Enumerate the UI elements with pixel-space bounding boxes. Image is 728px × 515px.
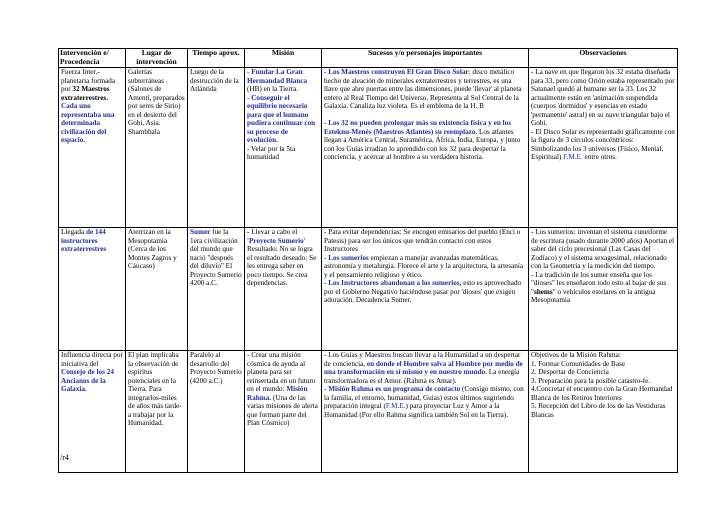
text-highlight: F.M.E. bbox=[385, 402, 406, 411]
cell-observations bbox=[529, 351, 678, 473]
text: - La tradición de los sumer enseña que los "dioses" les enseñaron todo esto al bajar de sus " bbox=[531, 270, 667, 296]
cell-mission bbox=[245, 351, 322, 473]
text-highlight: - Los Instructores abandonan a los sumerios, bbox=[324, 279, 462, 288]
objective-line: Objetivos de la Misión Rahma: bbox=[531, 351, 621, 359]
table-row bbox=[59, 351, 678, 473]
text-highlight: Consejo de los 24 Ancianos de la Galaxia. bbox=[61, 368, 114, 394]
objective-line: 4.Concretar el encuentro con la Gran Hermandad Blanca de los Retiros Interiores bbox=[531, 385, 673, 402]
text: Los atlantes llegan a América Central, Suramérica, África, India, Europa, y junto con los Guías irradian lo aprendido con los 32 para despertar la conciencia, y acercar al hombre a su verdadera historia. bbox=[324, 127, 521, 162]
text-highlight: - Misión Rahma es un programa de contacto bbox=[324, 385, 461, 394]
text-highlight: - Conseguir el equilibrio necesario para que el humano pudiera continuar con su proceso de evolución. bbox=[247, 93, 316, 145]
text-bold: shems bbox=[533, 287, 553, 296]
cell-mission bbox=[245, 68, 322, 228]
text: fue la 1era civilización del mundo que nació "después del diluvio" El Proyecto Sumerio 4200 a.C. bbox=[190, 228, 242, 288]
text-highlight: F.M.E. bbox=[563, 153, 583, 162]
text: - Los sumerios: inventan el sistema cuneiforme de escritura (usado durante 2000 años) Aportan el saber del ciclo precesional (Las Casas del Zodíaco) y el sistema sexagesimal, relacionado con la Geometría y la medición del tiempo. bbox=[531, 228, 675, 271]
text: - Los Guías y Maestros buscan llevar a la Humanidad a un despertar de conciencia, bbox=[324, 351, 521, 368]
cell-events bbox=[322, 228, 529, 351]
cell-observations bbox=[529, 68, 678, 228]
cell-events bbox=[322, 68, 529, 228]
cell-place: Aterrizan en la Mesopotamia (Cerca de los Montes Zagros y Cáucaso) bbox=[126, 228, 188, 351]
text: - bbox=[324, 68, 329, 76]
text: La energía transformadora es el Amor. (Rahma es Amar). bbox=[324, 368, 520, 385]
text: - El Disco Solar es representado gráficamente con la figura de 3 círculos concéntricos: Simbolizando los 3 universos (Físico, Mental, Espiritual) bbox=[531, 127, 675, 162]
cell-place: El plan implicaba la observación de espíritus potenciales en la Tierra. Para integrarlos-miles de años más tarde- a trabajar por la Humanidad. bbox=[126, 351, 188, 473]
cell-intervention bbox=[59, 228, 126, 351]
cell-events bbox=[322, 351, 529, 473]
cell-time: Luego de la destrucción de la Atlántida bbox=[188, 68, 245, 228]
text-highlight: - Los sumerios bbox=[324, 253, 369, 262]
timeline-table bbox=[58, 48, 678, 473]
header-observations: Observaciones bbox=[529, 49, 678, 68]
table-row bbox=[59, 68, 678, 228]
text: (HB) en la Tierra. bbox=[247, 85, 299, 94]
text: empiezan a manejar avanzadas matemáticas, astronomía y metalurgia. Florece el arte y la arquitectura, la artesanía y el pensamiento religioso y ético. bbox=[324, 253, 524, 279]
text-highlight: de 144 instructores extraterrestres bbox=[61, 228, 107, 254]
text: - La nave en que llegaron los 32 estaba diseñada para 33, pero como Orión estaba representado por Satanael quedó al humano ser la 33. Los 32 actualmente están en 'animación suspendida (cuerpos 'dormidos' y esencias en estado 'permanente' astral) en su nave triangular bajo el Gobi. bbox=[531, 68, 675, 128]
header-mission: Misión bbox=[245, 49, 322, 68]
text: - Crear una misión cósmica de ayuda al planeta para ser reinsertada en un futuro en el mundo: bbox=[247, 351, 316, 394]
text: Fuerza Inter.-planetaria formada por bbox=[61, 68, 116, 94]
text: Influencia directa por iniciativa del bbox=[61, 351, 123, 368]
cell-intervention bbox=[59, 68, 126, 228]
header-row bbox=[59, 49, 678, 68]
text: : disco metálico hecho de aleación de minerales extraterrestres y terrestres, es una llave que abre puertas entre las dimensiones, puede 'llevar' al planeta entero al Real Tiempo del Universo. Representa al Sol Central de la Galaxia. Canaliza luz violeta. Es el emblema de la H. B bbox=[324, 68, 522, 111]
cell-place: Galerías subterráneas (Salones de Amenti, preparados por seres de Sirio) en el desierto del Gobi, Asia. Shambhala bbox=[126, 68, 188, 228]
objective-line: 5. Recepción del Libro de los de las Vestiduras Blancas bbox=[531, 402, 666, 419]
cell-observations bbox=[529, 228, 678, 351]
text-highlight: Misión Rahma. bbox=[247, 385, 308, 402]
cell-time: Paralelo al desarrollo del Proyecto Sumerio (4200 a.C.) bbox=[188, 351, 245, 473]
header-events: Sucesos y/o personajes importantes bbox=[322, 49, 529, 68]
page-number: /r4 bbox=[60, 453, 69, 462]
cell-time bbox=[188, 228, 245, 351]
text: - Para evitar dependencias: Se encogen emisarios del pueblo (Enci o Patesis) para ser los únicos que tendrán contacto con estos Instructores bbox=[324, 228, 521, 254]
text: Resultado: No se logra el resultado deseado: Se les entrega saber en poco tiempo. Se crea dependencias. bbox=[247, 245, 317, 288]
objective-line: 2. Despertar de Conciencia bbox=[531, 368, 609, 377]
cell-mission bbox=[245, 228, 322, 351]
objective-line: 1. Formar Comunidades de Base bbox=[531, 359, 626, 368]
objective-line: 3. Preparación para la posible catastro-fe. bbox=[531, 376, 651, 385]
text: Llegada bbox=[61, 228, 86, 236]
text-highlight: - Fundar La Gran Hermandad Blanca bbox=[247, 68, 308, 85]
text-bold: 32 Maestros extraterrestres. bbox=[61, 85, 110, 102]
text-highlight: Sumer bbox=[190, 228, 211, 236]
text: - Llevar a cabo el bbox=[247, 228, 298, 236]
text-highlight: Los Maestros construyen El Gran Disco Solar bbox=[328, 68, 469, 76]
text-highlight: - Los 32 no pueden prolongar más su existencia física y en los Esteknu-Menés (Maestros Atlantes) su reemplazo. bbox=[324, 119, 512, 136]
text: - Velar por la 5ta humanidad bbox=[247, 144, 296, 162]
text: esto es aprovechado por el Gobierno Negativo haciéndose pasar por 'dioses' que exigen adoración. Decadencia Sumer. bbox=[324, 279, 522, 305]
text-highlight: 'Proyecto Sumerio' bbox=[247, 236, 306, 245]
header-intervention: Intervención e/ Procedencia bbox=[59, 49, 126, 68]
text: entre otros. bbox=[582, 153, 617, 162]
text-highlight: en donde el Hombre salva al Hombre por medio de una transformación en sí mismo y en nuestro mundo. bbox=[324, 359, 523, 377]
text: ) para proyectar Luz y Amor a la Humanidad (Por ello Rahma significa también Sol en la Tierra). bbox=[324, 402, 509, 419]
text: (Una de las varias misiones de alerta que forman parte del Plan Cósmico) bbox=[247, 393, 318, 428]
table-row bbox=[59, 228, 678, 351]
text: (Consigo mismo, con la familia, el entorno, humanidad, Guías) estos últimos sugiriendo preparación integral ( bbox=[324, 385, 524, 411]
header-place: Lugar de intervención bbox=[126, 49, 188, 68]
text-highlight: Cada uno representaba una determinada civilización del espacio. bbox=[61, 102, 115, 145]
header-time: Tiempo aprox. bbox=[188, 49, 245, 68]
text: " o vehículos estelares en la antigua Mesopotamia bbox=[531, 287, 656, 305]
